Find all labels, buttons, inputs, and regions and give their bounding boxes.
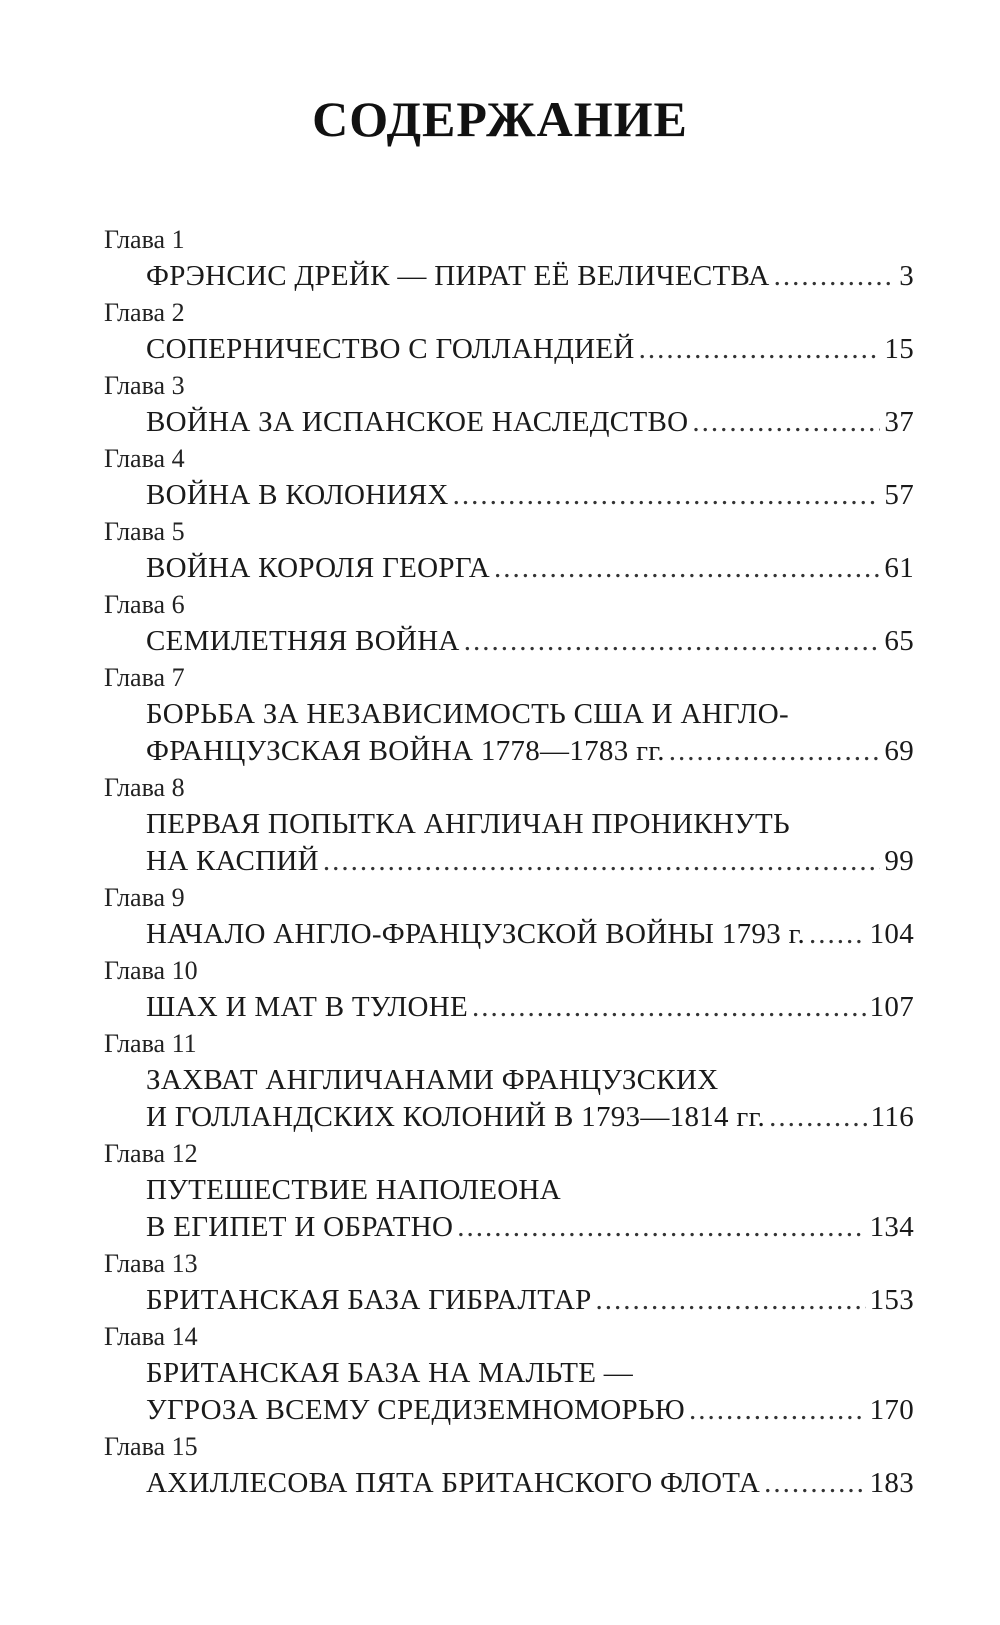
toc-entry bbox=[104, 368, 914, 441]
chapter-label: Глава 13 bbox=[104, 1249, 198, 1278]
page-number: 65 bbox=[884, 625, 914, 657]
chapter-label: Глава 15 bbox=[104, 1432, 198, 1461]
chapter-title-line: БРИТАНСКАЯ БАЗА НА МАЛЬТЕ — bbox=[146, 1357, 634, 1389]
toc-entry bbox=[104, 441, 914, 514]
toc-entry bbox=[104, 880, 914, 953]
chapter-title-text: СОПЕРНИЧЕСТВО С ГОЛЛАНДИЕЙ bbox=[146, 333, 635, 365]
chapter-title-line bbox=[146, 1282, 914, 1319]
chapter-label: Глава 14 bbox=[104, 1322, 198, 1351]
chapter-title-text: УГРОЗА ВСЕМУ СРЕДИЗЕМНОМОРЬЮ bbox=[146, 1394, 685, 1426]
chapter-label: Глава 11 bbox=[104, 1029, 197, 1058]
chapter-title-text: В ЕГИПЕТ И ОБРАТНО bbox=[146, 1211, 454, 1243]
page-number: 170 bbox=[869, 1394, 914, 1426]
chapter-label: Глава 9 bbox=[104, 883, 185, 912]
toc-entry bbox=[104, 514, 914, 587]
page-number: 134 bbox=[869, 1211, 914, 1243]
toc-entry bbox=[104, 1136, 914, 1246]
dot-leader bbox=[596, 1282, 866, 1319]
chapter-label: Глава 10 bbox=[104, 956, 198, 985]
chapter-title-line bbox=[146, 733, 914, 770]
chapter-title-text: ВОЙНА КОРОЛЯ ГЕОРГА bbox=[146, 552, 490, 584]
toc-entry bbox=[104, 770, 914, 880]
page-title: СОДЕРЖАНИЕ bbox=[312, 91, 688, 147]
dot-leader bbox=[323, 843, 881, 880]
chapter-title-text: НА КАСПИЙ bbox=[146, 845, 319, 877]
dot-leader bbox=[464, 623, 881, 660]
dot-leader bbox=[457, 1209, 865, 1246]
dot-leader bbox=[774, 258, 896, 295]
chapter-title-text: БРИТАНСКАЯ БАЗА ГИБРАЛТАР bbox=[146, 1284, 592, 1316]
toc-entry bbox=[104, 1026, 914, 1136]
chapter-title-text: АХИЛЛЕСОВА ПЯТА БРИТАНСКОГО ФЛОТА bbox=[146, 1467, 761, 1499]
page-number: 107 bbox=[869, 991, 914, 1023]
toc-entry bbox=[104, 295, 914, 368]
dot-leader bbox=[494, 550, 880, 587]
chapter-title-line bbox=[146, 989, 914, 1026]
chapter-title-text: И ГОЛЛАНДСКИХ КОЛОНИЙ В 1793—1814 гг. bbox=[146, 1101, 766, 1133]
dot-leader bbox=[639, 331, 881, 368]
chapter-title-line bbox=[146, 331, 914, 368]
page-number: 104 bbox=[869, 918, 914, 950]
chapter-title-text: ВОЙНА ЗА ИСПАНСКОЕ НАСЛЕДСТВО bbox=[146, 406, 689, 438]
page-number: 61 bbox=[884, 552, 914, 584]
dot-leader bbox=[769, 1099, 867, 1136]
dot-leader bbox=[764, 1465, 865, 1502]
chapter-title-text: ФРАНЦУЗСКАЯ ВОЙНА 1778—1783 гг. bbox=[146, 735, 665, 767]
chapter-title-line bbox=[146, 404, 914, 441]
chapter-title-line bbox=[146, 1392, 914, 1429]
dot-leader bbox=[692, 404, 880, 441]
chapter-title-text: СЕМИЛЕТНЯЯ ВОЙНА bbox=[146, 625, 460, 657]
chapter-label: Глава 5 bbox=[104, 517, 185, 546]
chapter-title-line bbox=[146, 1465, 914, 1502]
chapter-title-line bbox=[146, 843, 914, 880]
toc-entry bbox=[104, 587, 914, 660]
toc-entry bbox=[104, 660, 914, 770]
page-number: 37 bbox=[884, 406, 914, 438]
chapter-label: Глава 3 bbox=[104, 371, 185, 400]
chapter-title-line bbox=[146, 916, 914, 953]
dot-leader bbox=[809, 916, 866, 953]
dot-leader bbox=[689, 1392, 866, 1429]
chapter-title-line: БОРЬБА ЗА НЕЗАВИСИМОСТЬ США И АНГЛО- bbox=[146, 698, 789, 730]
chapter-title-text: ФРЭНСИС ДРЕЙК — ПИРАТ ЕЁ ВЕЛИЧЕСТВА bbox=[146, 260, 770, 292]
toc-entry bbox=[104, 1429, 914, 1502]
toc-entry bbox=[104, 1319, 914, 1429]
table-of-contents bbox=[104, 222, 914, 1502]
chapter-label: Глава 2 bbox=[104, 298, 185, 327]
page-number: 183 bbox=[869, 1467, 914, 1499]
dot-leader bbox=[472, 989, 866, 1026]
chapter-label: Глава 4 bbox=[104, 444, 185, 473]
page-number: 57 bbox=[884, 479, 914, 511]
page-number: 116 bbox=[870, 1101, 914, 1133]
toc-entry bbox=[104, 1246, 914, 1319]
chapter-title-line bbox=[146, 623, 914, 660]
toc-entry bbox=[104, 953, 914, 1026]
chapter-title-line bbox=[146, 1099, 914, 1136]
chapter-title-line: ПУТЕШЕСТВИЕ НАПОЛЕОНА bbox=[146, 1174, 562, 1206]
dot-leader bbox=[453, 477, 881, 514]
toc-entry bbox=[104, 222, 914, 295]
chapter-title-text: ВОЙНА В КОЛОНИЯХ bbox=[146, 479, 449, 511]
chapter-label: Глава 1 bbox=[104, 225, 185, 254]
page-number: 153 bbox=[869, 1284, 914, 1316]
chapter-title-text: НАЧАЛО АНГЛО-ФРАНЦУЗСКОЙ ВОЙНЫ 1793 г. bbox=[146, 918, 806, 950]
chapter-title-line bbox=[146, 258, 914, 295]
chapter-title-text: ШАХ И МАТ В ТУЛОНЕ bbox=[146, 991, 468, 1023]
dot-leader bbox=[669, 733, 881, 770]
chapter-title-line bbox=[146, 1209, 914, 1246]
chapter-title-line: ЗАХВАТ АНГЛИЧАНАМИ ФРАНЦУЗСКИХ bbox=[146, 1064, 719, 1096]
chapter-title-line bbox=[146, 477, 914, 514]
chapter-label: Глава 6 bbox=[104, 590, 185, 619]
page-number: 69 bbox=[884, 735, 914, 767]
chapter-label: Глава 7 bbox=[104, 663, 185, 692]
chapter-label: Глава 12 bbox=[104, 1139, 198, 1168]
page-number: 15 bbox=[884, 333, 914, 365]
chapter-title-line bbox=[146, 550, 914, 587]
chapter-label: Глава 8 bbox=[104, 773, 185, 802]
page-number: 3 bbox=[899, 260, 914, 292]
page-number: 99 bbox=[884, 845, 914, 877]
chapter-title-line: ПЕРВАЯ ПОПЫТКА АНГЛИЧАН ПРОНИКНУТЬ bbox=[146, 808, 790, 840]
